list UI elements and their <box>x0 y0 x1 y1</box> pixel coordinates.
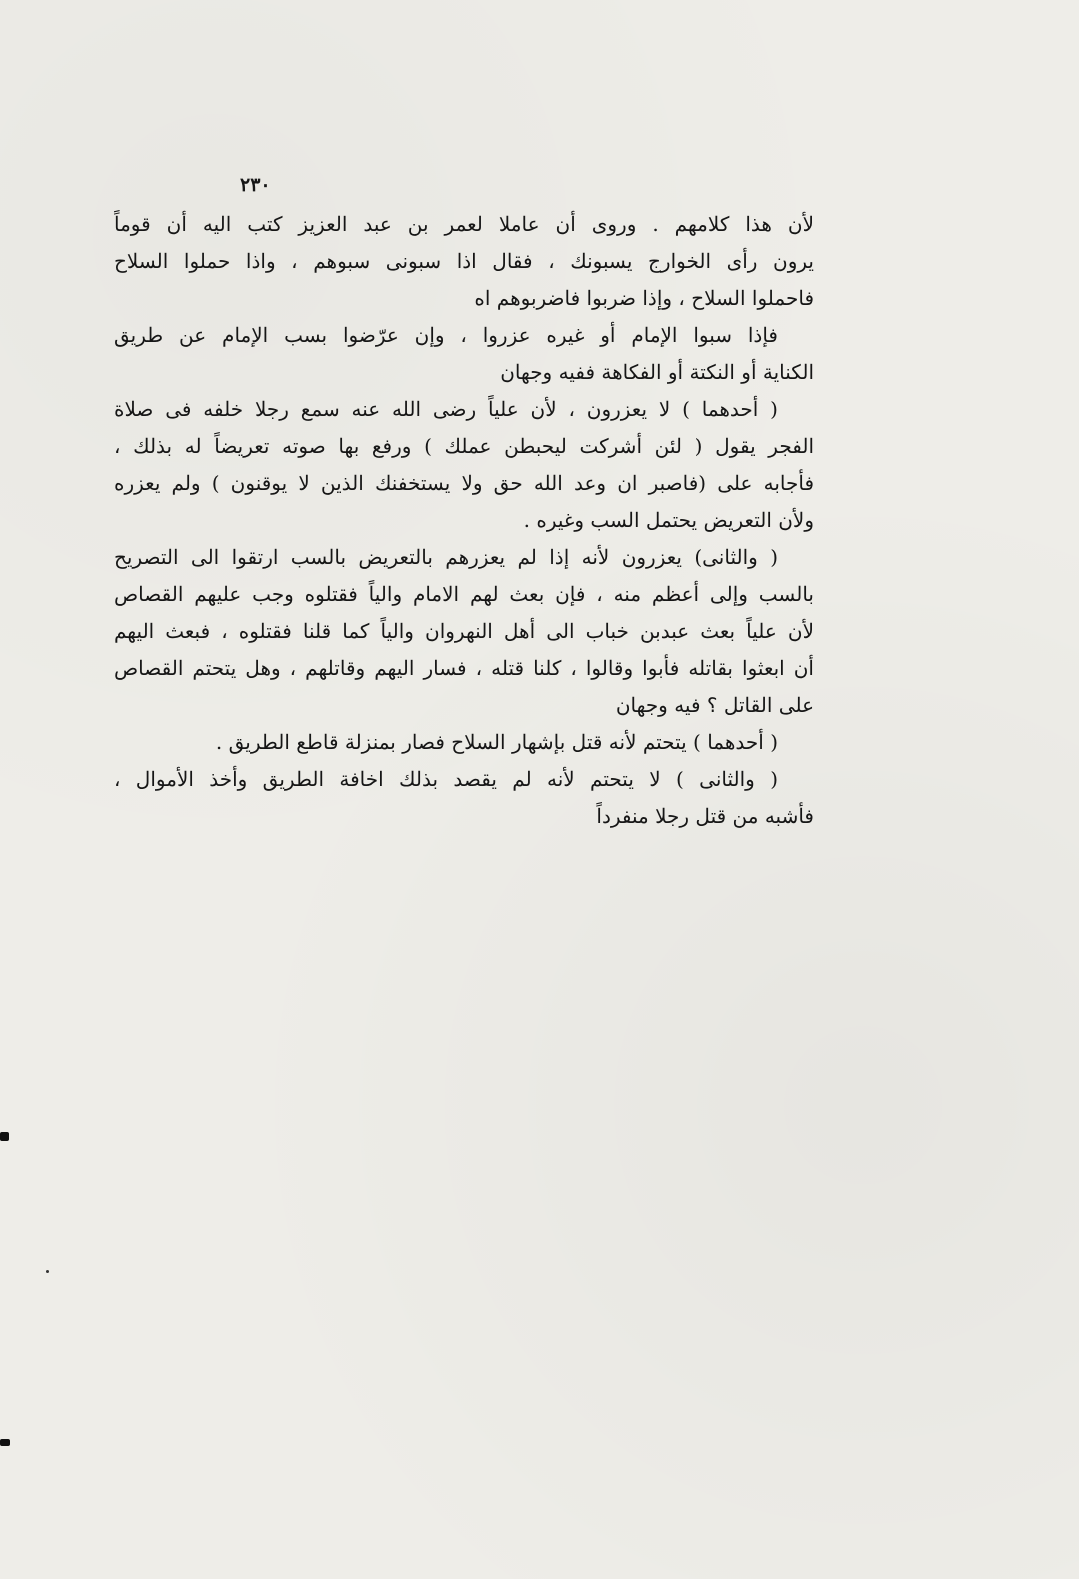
text-line: ( أحدهما ) يتحتم لأنه قتل بإشهار السلاح فصار بمنزلة قاطع الطريق . <box>215 730 778 754</box>
text-line: ( والثانى) يعزرون لأنه إذا لم يعزرهم بالتعريض بالسب ارتقوا الى التصريح <box>114 545 778 569</box>
text-line: أن ابعثوا بقاتله فأبوا وقالوا ، كلنا قتله ، فسار اليهم وقاتلهم ، وهل يتحتم القصاص <box>114 656 814 680</box>
text-line: فإذا سبوا الإمام أو غيره عزروا ، وإن عرّضوا بسب الإمام عن طريق <box>114 323 778 347</box>
scan-artifact-mark <box>0 1132 9 1141</box>
text-line: بالسب وإلى أعظم منه ، فإن بعث لهم الامام والياً فقتلوه وجب عليهم القصاص <box>114 582 814 606</box>
page-number: ٢٣٠ <box>240 174 271 196</box>
text-line: ولأن التعريض يحتمل السب وغيره . <box>523 508 814 532</box>
scan-artifact-dot <box>46 1270 49 1273</box>
text-line: الفجر يقول ( لئن أشركت ليحبطن عملك ) ورفع بها صوته تعريضاً له بذلك ، <box>114 434 814 458</box>
text-line: على القاتل ؟ فيه وجهان <box>615 693 814 717</box>
text-line: لأن علياً بعث عبدبن خباب الى أهل النهروان والياً كما قلنا فقتلوه ، فبعث اليهم <box>114 619 814 643</box>
text-line: يرون رأى الخوارج يسبونك ، فقال اذا سبونى سبوهم ، واذا حملوا السلاح <box>114 249 814 273</box>
text-line: فاحملوا السلاح ، وإذا ضربوا فاضربوهم اه <box>474 286 814 310</box>
scan-artifact-mark <box>0 1439 10 1446</box>
body-text <box>114 206 814 835</box>
text-line: ( أحدهما ) لا يعزرون ، لأن علياً رضى الله عنه سمع رجلا خلفه فى صلاة <box>114 397 778 421</box>
text-line: الكناية أو النكتة أو الفكاهة ففيه وجهان <box>500 360 814 384</box>
text-line: لأن هذا كلامهم . وروى أن عاملا لعمر بن عبد العزيز كتب اليه أن قوماً <box>114 212 814 236</box>
text-line: فأجابه على (فاصبر ان وعد الله حق ولا يستخفنك الذين لا يوقنون ) ولم يعزره <box>114 471 814 495</box>
text-line: ( والثانى ) لا يتحتم لأنه لم يقصد بذلك اخافة الطريق وأخذ الأموال ، <box>114 767 778 791</box>
text-line: فأشبه من قتل رجلا منفرداً <box>596 804 814 828</box>
